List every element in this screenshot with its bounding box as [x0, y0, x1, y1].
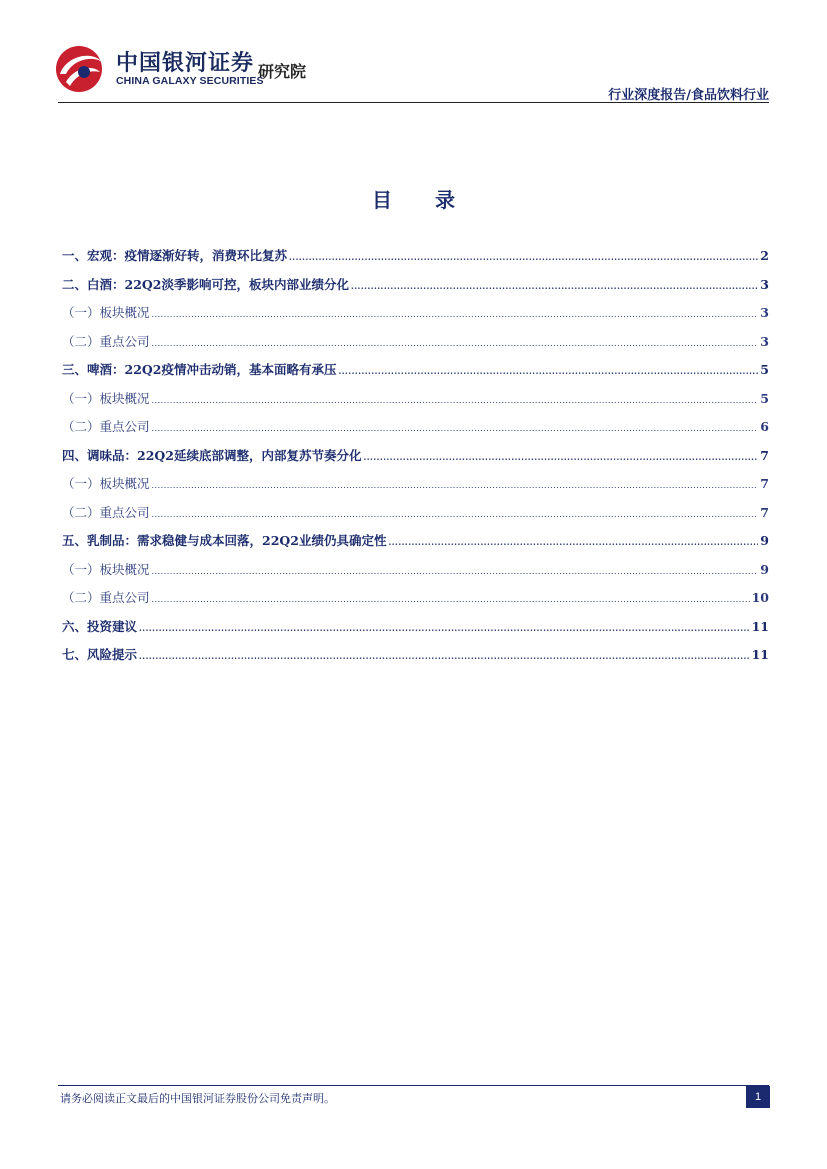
toc-leader-dots [289, 252, 758, 262]
toc-entry[interactable] [62, 332, 769, 361]
toc-entry-label: 二、白酒：22Q2淡季影响可控，板块内部业绩分化 [62, 276, 349, 292]
toc-entry-page: 7 [760, 504, 769, 520]
toc-entry-label: （一）板块概况 [62, 305, 150, 320]
toc-entry[interactable] [62, 417, 769, 446]
toc-leader-dots [152, 567, 759, 576]
toc-entry-page: 5 [760, 362, 769, 377]
report-type: 行业深度报告/食品饮料行业 [608, 88, 769, 103]
logo-chinese-name: 中国银河证券 [116, 51, 255, 76]
toc-entry-page: 10 [751, 590, 769, 605]
toc-entry-page: 7 [760, 476, 769, 491]
page-number: 1 [746, 1086, 770, 1108]
toc-entry[interactable] [62, 246, 769, 275]
toc-leader-dots [152, 595, 750, 604]
toc-entry[interactable] [62, 446, 769, 475]
toc-entry[interactable] [62, 360, 769, 389]
toc-entry-label: （二）重点公司 [62, 504, 150, 520]
logo-institute: 研究院 [258, 62, 307, 81]
toc-entry-page: 6 [760, 419, 769, 434]
toc-entry-label: 六、投资建议 [62, 618, 138, 634]
toc-entry-label: 三、啤酒：22Q2疫情冲击动销，基本面略有承压 [62, 362, 337, 377]
toc-entry[interactable] [62, 389, 769, 418]
toc-leader-dots [152, 510, 759, 519]
table-of-contents [62, 246, 769, 674]
toc-entry[interactable] [62, 503, 769, 532]
toc-entry-label: （一）板块概况 [62, 476, 150, 491]
toc-entry[interactable] [62, 560, 769, 589]
galaxy-logo-icon [52, 42, 108, 94]
header-divider [58, 102, 769, 103]
logo-english-name: CHINA GALAXY SECURITIES [116, 75, 264, 87]
toc-entry-label: 七、风险提示 [62, 647, 138, 662]
toc-entry[interactable] [62, 275, 769, 304]
toc-entry-page: 11 [751, 618, 769, 634]
toc-entry[interactable] [62, 303, 769, 332]
toc-entry-page: 5 [760, 390, 769, 406]
toc-leader-dots [351, 281, 758, 291]
toc-entry-label: （一）板块概况 [62, 390, 150, 406]
toc-entry-page: 9 [760, 561, 769, 577]
toc-entry-page: 3 [760, 333, 769, 349]
footer-divider [58, 1085, 769, 1086]
toc-leader-dots [139, 623, 750, 633]
toc-leader-dots [152, 310, 759, 319]
toc-entry-label: 五、乳制品：需求稳健与成本回落，22Q2业绩仍具确定性 [62, 533, 387, 548]
toc-entry-page: 7 [760, 447, 769, 463]
toc-entry-page: 2 [760, 248, 769, 263]
toc-entry[interactable] [62, 645, 769, 674]
toc-leader-dots [152, 481, 759, 490]
toc-entry-page: 3 [760, 305, 769, 320]
toc-leader-dots [152, 396, 759, 405]
footer-disclaimer: 请务必阅读正文最后的中国银河证券股份公司免责声明。 [60, 1092, 335, 1105]
toc-leader-dots [388, 537, 758, 547]
toc-entry[interactable] [62, 531, 769, 560]
toc-leader-dots [139, 651, 750, 661]
toc-entry-label: 四、调味品：22Q2延续底部调整，内部复苏节奏分化 [62, 447, 362, 463]
toc-leader-dots [338, 366, 758, 376]
toc-entry-page: 3 [760, 276, 769, 292]
toc-entry[interactable] [62, 617, 769, 646]
company-logo [52, 42, 322, 94]
toc-entry-label: （二）重点公司 [62, 419, 150, 434]
toc-entry-label: （二）重点公司 [62, 590, 150, 605]
toc-entry-page: 11 [751, 647, 769, 662]
toc-title: 目 录 [372, 188, 473, 212]
toc-leader-dots [152, 339, 759, 348]
toc-entry[interactable] [62, 474, 769, 503]
toc-entry-label: （二）重点公司 [62, 333, 150, 349]
toc-leader-dots [152, 424, 759, 433]
toc-entry[interactable] [62, 588, 769, 617]
toc-entry-label: （一）板块概况 [62, 561, 150, 577]
toc-entry-label: 一、宏观：疫情逐渐好转，消费环比复苏 [62, 248, 288, 263]
toc-entry-page: 9 [760, 533, 769, 548]
toc-leader-dots [363, 452, 758, 462]
